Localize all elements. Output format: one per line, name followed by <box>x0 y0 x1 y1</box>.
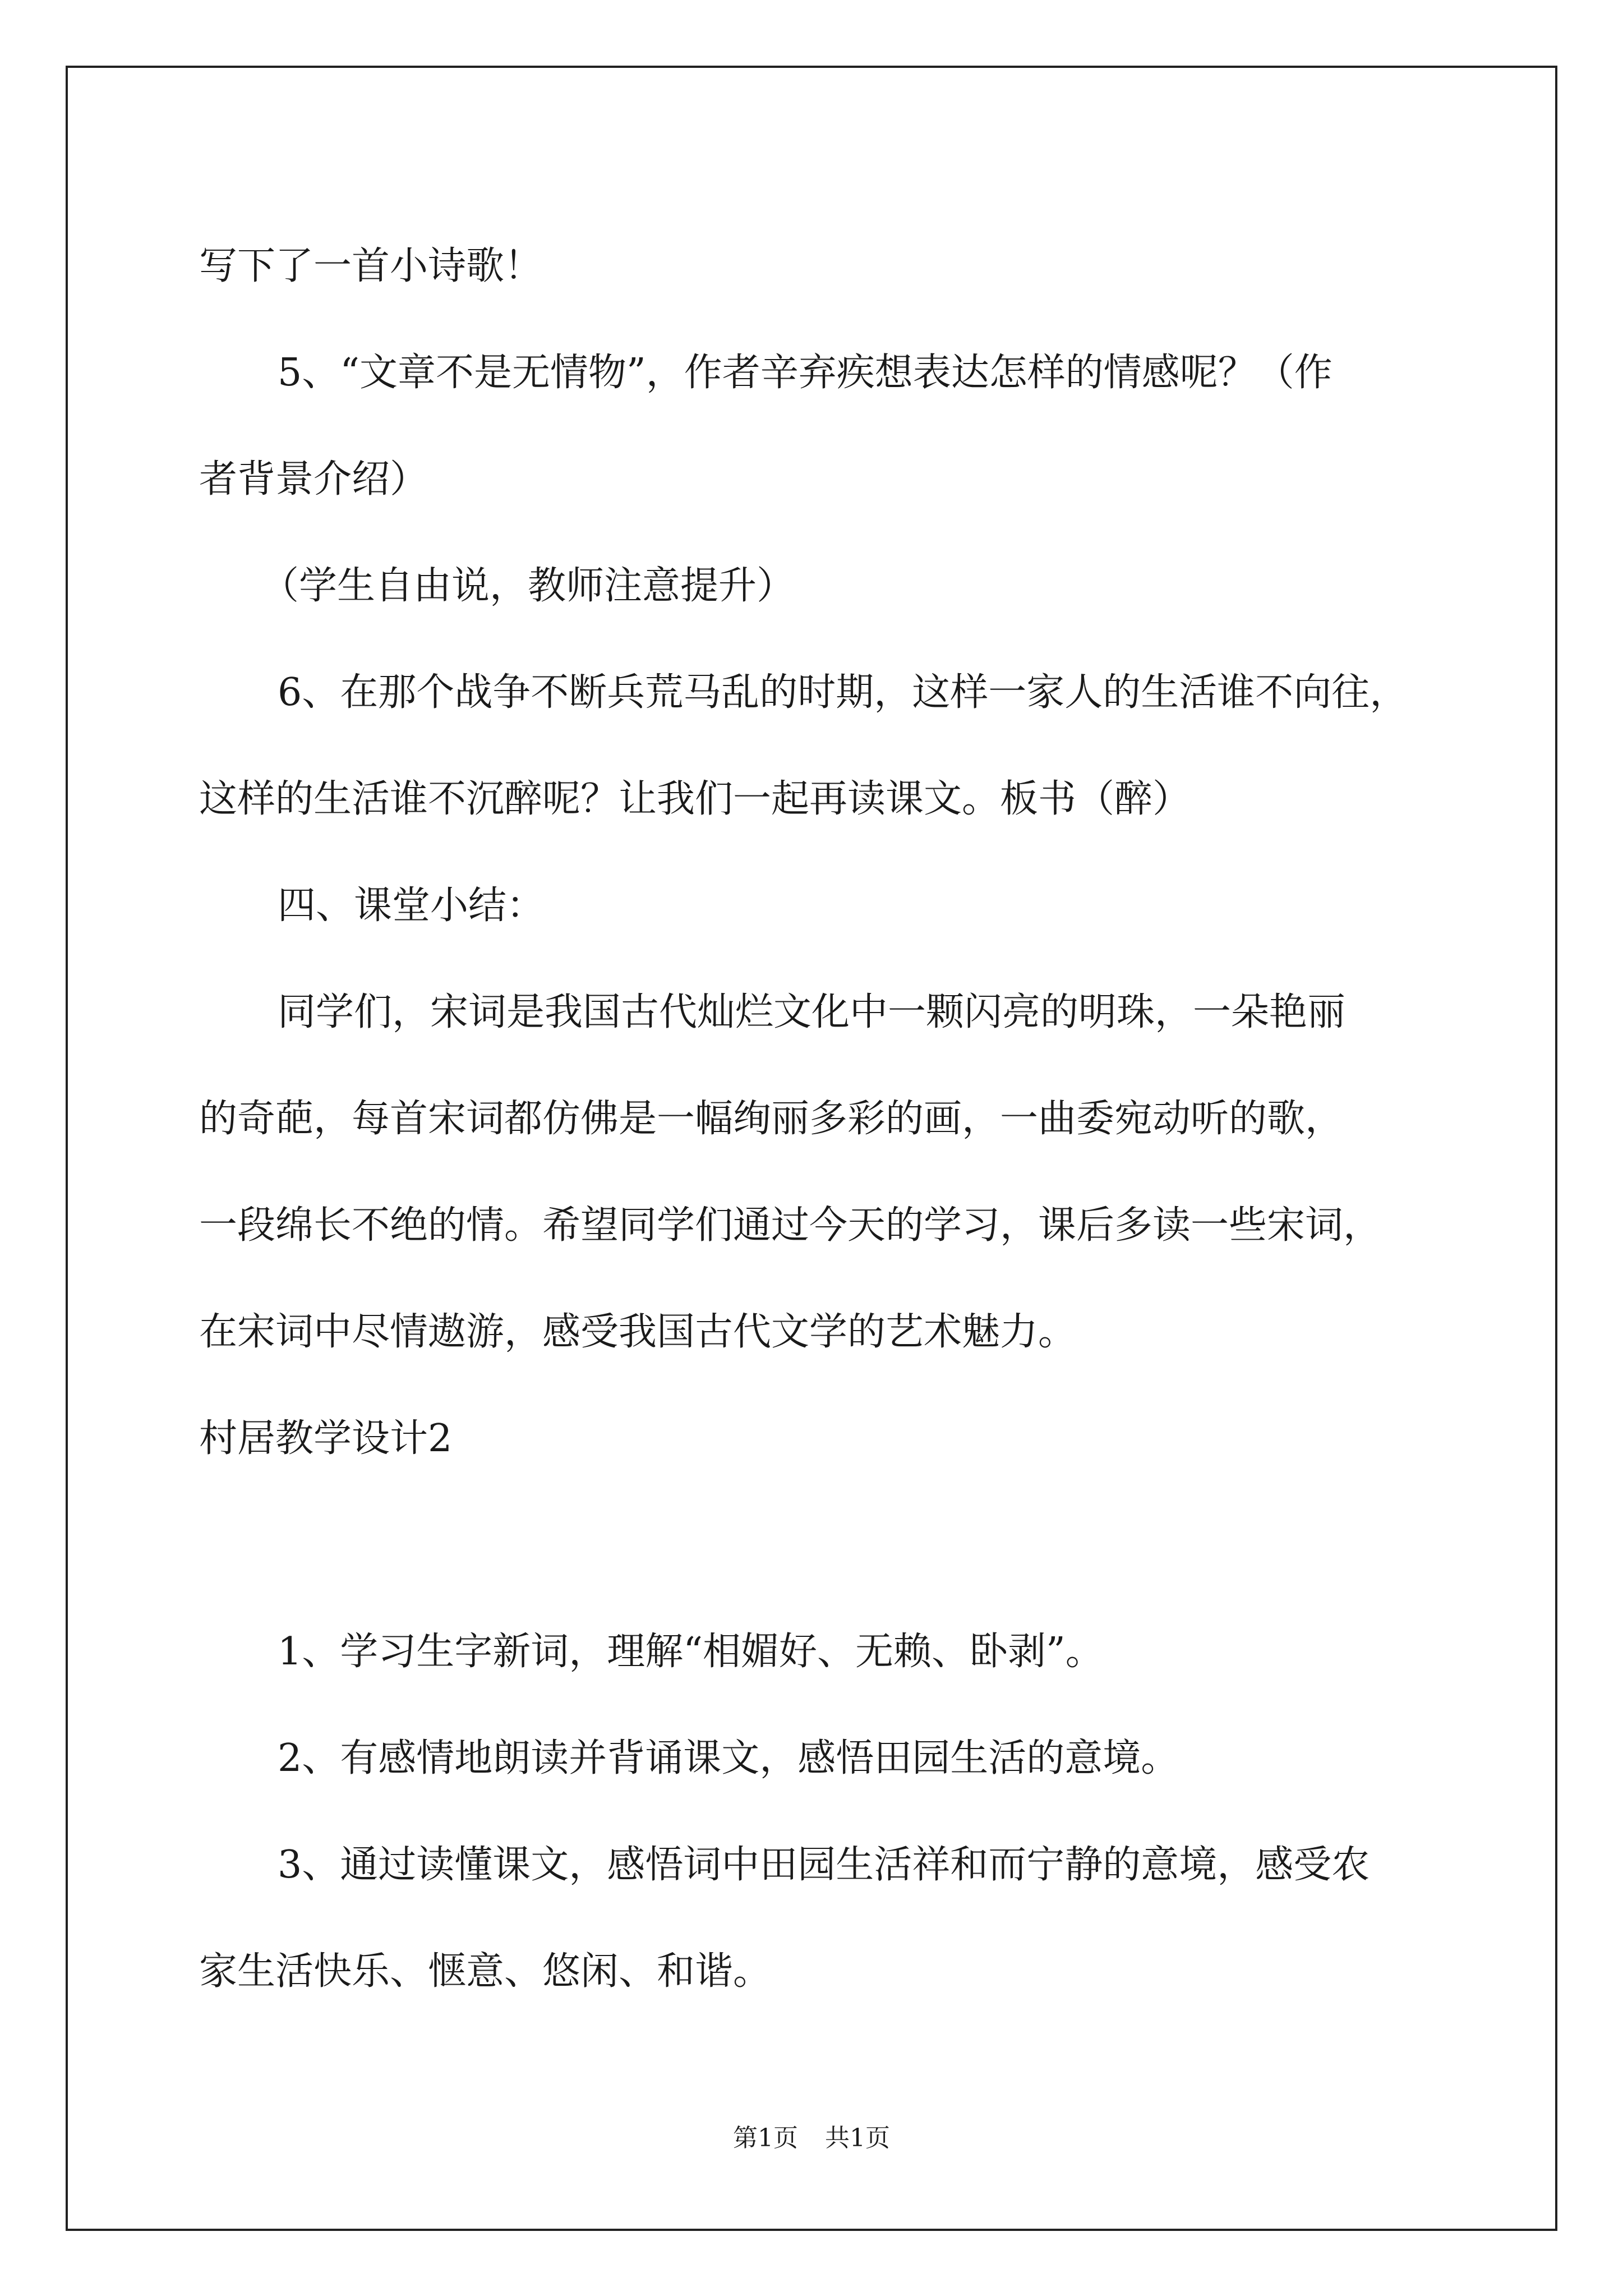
text-line: 1、学习生字新词，理解“相媚好、无赖、卧剥”。 <box>278 1630 1104 1674</box>
page-number-current: 第1页 <box>733 2124 798 2152</box>
text-line: 3、通过读懂课文，感悟词中田园生活祥和而宁静的意境，感受农 <box>278 1843 1370 1887</box>
text-line: 在宋词中尽情遨游，感受我国古代文学的艺术魅力。 <box>199 1310 1077 1354</box>
document-heading: 村居教学设计2 <box>199 1416 453 1461</box>
text-line: 2、有感情地朗读并背诵课文，感悟田园生活的意境。 <box>278 1736 1179 1780</box>
text-line: 同学们，宋词是我国古代灿烂文化中一颗闪亮的明珠，一朵艳丽 <box>278 990 1346 1034</box>
text-line: 写下了一首小诗歌！ <box>199 244 543 288</box>
page-number-total: 共1页 <box>825 2124 890 2152</box>
text-line: 一段绵长不绝的情。希望同学们通过今天的学习，课后多读一些宋词， <box>199 1203 1382 1248</box>
document-body <box>199 213 1467 2025</box>
text-line: 5、“文章不是无情物”，作者辛弃疾想表达怎样的情感呢？（作 <box>278 351 1332 395</box>
section-heading: 四、课堂小结： <box>278 884 545 928</box>
text-line: 这样的生活谁不沉醉呢？让我们一起再读课文。板书（醉） <box>199 777 1191 821</box>
text-line: 家生活快乐、惬意、悠闲、和谐。 <box>199 1949 772 1994</box>
page-footer <box>0 2122 1623 2155</box>
text-line: 的奇葩，每首宋词都仿佛是一幅绚丽多彩的画，一曲委宛动听的歌， <box>199 1097 1344 1141</box>
text-line: 者背景介绍） <box>199 457 428 501</box>
text-line: （学生自由说，教师注意提升） <box>261 564 795 608</box>
blank-space <box>199 1492 1467 1599</box>
text-line: 6、在那个战争不断兵荒马乱的时期，这样一家人的生活谁不向往， <box>278 670 1408 715</box>
